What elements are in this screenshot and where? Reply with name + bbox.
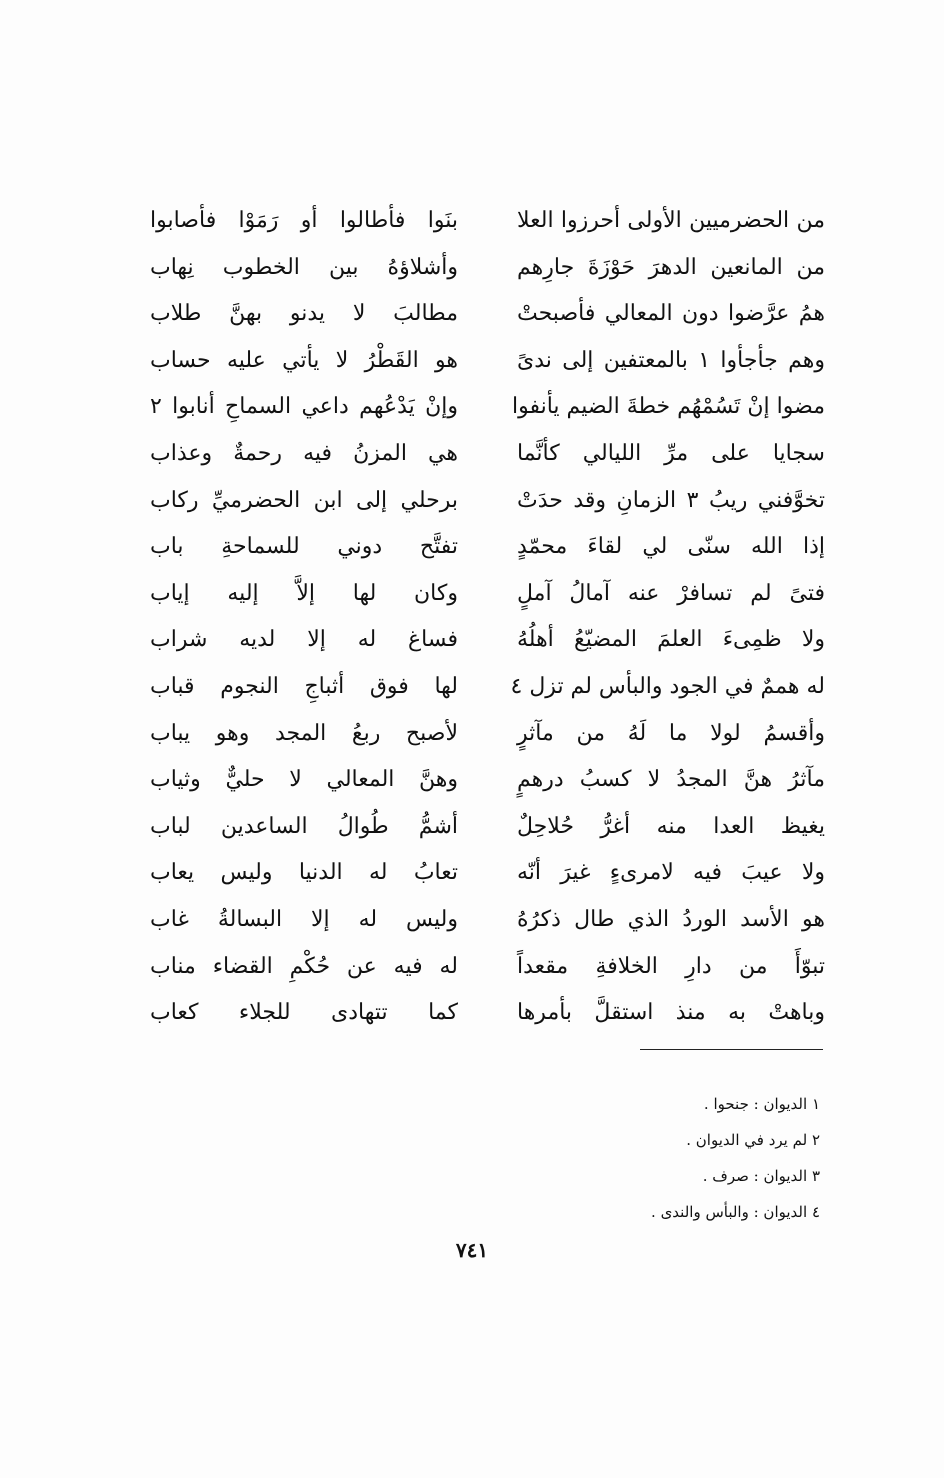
verse-first-hemistich: همُ عرَّضوا دون المعالي فأصبحتْ <box>517 301 825 327</box>
verse-second-hemistich: وأشلاؤهُ بين الخطوب نِهاب <box>150 254 458 280</box>
verse-second-hemistich: هي المزنُ فيه رحمةٌ وعذاب <box>150 441 458 467</box>
verse-first-hemistich: يغيظ العدا منه أغرُّ حُلاحِلٌ <box>517 813 825 839</box>
verse-line <box>150 198 825 245</box>
verse-line <box>150 711 825 758</box>
verse-first-hemistich: مآثرُ هنَّ المجدُ لا كسبُ درهمٍ <box>517 767 825 793</box>
verse-line <box>150 384 825 431</box>
verse-second-hemistich: وإنْ يَدْعُهم داعي السماحِ أنابوا ٢ <box>150 394 458 420</box>
verse-line <box>150 617 825 664</box>
footnote-3: ٣ الديوان : صرف . <box>702 1167 820 1185</box>
page-number: ٧٤١ <box>455 1238 489 1262</box>
verse-first-hemistich: هو الأسد الوردُ الذي طال ذكرُهُ <box>517 907 825 932</box>
verse-second-hemistich: تفتَّح دوني للسماحةِ باب <box>150 534 458 560</box>
verse-line <box>150 664 825 711</box>
verse-line <box>150 524 825 571</box>
footnotes <box>420 1086 820 1230</box>
verse-line <box>150 850 825 897</box>
verse-second-hemistich: هو القَطْرُ لا يأتي عليه حساب <box>150 347 458 373</box>
footnote-divider <box>640 1049 823 1050</box>
verse-line <box>150 571 825 618</box>
verse-first-hemistich: تبوّأَ من دارِ الخلافةِ مقعداً <box>517 953 825 979</box>
verse-second-hemistich: تعابُ له الدنيا وليس يعاب <box>150 860 458 886</box>
verse-line <box>150 478 825 525</box>
verse-second-hemistich: مطالبَ لا يدنو بهنَّ طلاب <box>150 301 458 327</box>
verse-first-hemistich: ولا عيبَ فيه لامرىءٍ غيرَ أنّه <box>517 860 825 886</box>
verse-line <box>150 944 825 991</box>
verse-first-hemistich: فتىً لم تسافرْ عنه آمالُ آملٍ <box>517 580 825 606</box>
verse-second-hemistich: لها فوق أثباجِ النجوم قباب <box>150 674 458 700</box>
verse-line <box>150 245 825 292</box>
verse-second-hemistich: وكان لها إلاَّ إليه إياب <box>150 580 458 606</box>
footnote-4: ٤ الديوان : والبأس والندى . <box>651 1203 820 1221</box>
verse-line <box>150 431 825 478</box>
footnote-1: ١ الديوان : جنحوا . <box>703 1095 820 1113</box>
verse-second-hemistich: لأصبح ربعُ المجد وهو يباب <box>150 720 458 746</box>
verse-line <box>150 804 825 851</box>
verse-line <box>150 291 825 338</box>
verse-first-hemistich: وباهتْ به منذ استقلَّ بأمرها <box>517 1000 825 1026</box>
verse-second-hemistich: فساغ له إلا لديه شراب <box>150 627 458 653</box>
verse-first-hemistich: من المانعين الدهرَ حَوْزَةَ جارِهم <box>517 254 825 280</box>
verse-second-hemistich: له فيه عن حُكْمِ القضاء مناب <box>150 953 458 979</box>
verse-first-hemistich: من الحضرميين الأولى أحرزوا العلا <box>517 208 825 234</box>
footnote-2: ٢ لم يرد في الديوان . <box>686 1131 820 1149</box>
verse-second-hemistich: كما تتهادى للجلاء كعاب <box>150 1000 458 1026</box>
verse-first-hemistich: تخوَّفني ريبُ ٣ الزمانِ وقد حدَتْ <box>517 487 825 513</box>
verse-first-hemistich: له هممٌ في الجود والبأس لم تزل ٤ <box>510 674 825 700</box>
verse-line <box>150 990 825 1037</box>
verse-second-hemistich: بنَوا فأطالوا أو رَمَوْا فأصابوا <box>150 208 458 234</box>
verse-second-hemistich: أشمُّ طُوالُ الساعدين لباب <box>150 813 458 839</box>
verse-first-hemistich: وهم جأجأوا ١ بالمعتفين إلى ندىً <box>517 347 825 373</box>
verse-line <box>150 757 825 804</box>
verse-line <box>150 897 825 944</box>
verse-first-hemistich: إذا الله سنّى لي لقاءَ محمّدٍ <box>517 534 825 560</box>
poem-body <box>150 198 825 1037</box>
verse-second-hemistich: برحلي إلى ابن الحضرميِّ ركاب <box>150 487 458 513</box>
verse-first-hemistich: سجايا على مرِّ الليالي كأنَّما <box>517 441 825 467</box>
verse-first-hemistich: مضوا إنْ تَسُمْهُم خطةَ الضيم يأنفوا <box>512 394 825 420</box>
verse-line <box>150 338 825 385</box>
verse-second-hemistich: وهنَّ المعالي لا حليٌّ وثياب <box>150 767 458 793</box>
verse-second-hemistich: وليس له إلا البسالةُ غاب <box>150 907 458 932</box>
verse-first-hemistich: وأقسمُ لولا ما لَهُ من مآثرٍ <box>517 720 825 746</box>
verse-first-hemistich: ولا ظمِىءَ العلمَ المضيّعُ أهلُهُ <box>517 627 825 653</box>
